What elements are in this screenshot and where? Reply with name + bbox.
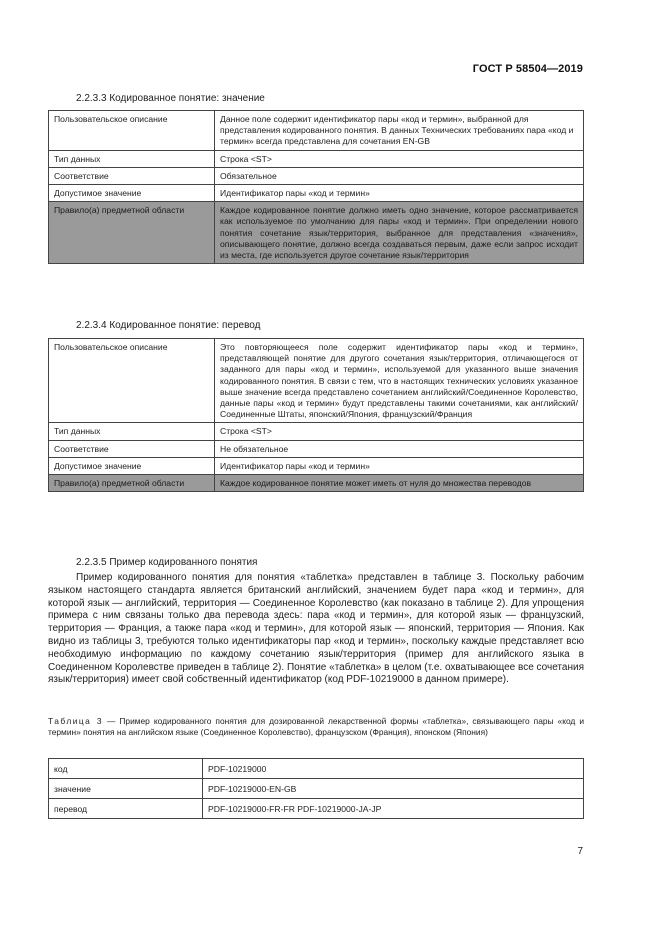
value-attributes-table	[48, 110, 584, 264]
row-key: Тип данных	[49, 423, 215, 440]
table-row	[49, 150, 584, 167]
row-key: Тип данных	[49, 150, 215, 167]
table-row-shaded	[49, 202, 584, 264]
section-heading-example: 2.2.3.5 Пример кодированного понятия	[76, 557, 258, 568]
row-value: PDF-10219000	[203, 759, 584, 779]
table-row	[49, 779, 584, 799]
row-key: Правило(а) предметной области	[49, 202, 215, 264]
example-paragraph-block	[48, 572, 584, 687]
row-value: Идентификатор пары «код и термин»	[215, 457, 584, 474]
row-value: Идентификатор пары «код и термин»	[215, 185, 584, 202]
row-value: PDF-10219000-EN-GB	[203, 779, 584, 799]
table-row	[49, 111, 584, 151]
table-row	[49, 185, 584, 202]
table-caption-label: Таблица 3	[48, 716, 104, 726]
table-row	[49, 457, 584, 474]
row-key: код	[49, 759, 203, 779]
row-value: Данное поле содержит идентификатор пары «код и термин», выбранной для представления кодированного понятия. В данных Технических требованиях пара «код и термин» всегда представлена для сочетания EN-GB	[215, 111, 584, 151]
row-value: Строка <ST>	[215, 423, 584, 440]
row-value: PDF-10219000-FR-FR PDF-10219000-JA-JP	[203, 799, 584, 819]
page-number: 7	[577, 846, 583, 857]
body-paragraph: Пример кодированного понятия для понятия «таблетка» представлен в таблице 3. Поскольку рабочим языком настоящего стандарта является британский английский, значением будет пара «код и термин», для которой язык — английский, территория — Соединенное Королевство (как показано в таблице 2). Для упрощения примера с ним связаны только два перевода здесь: пара «код и термин», для которой язык — французский, территория — Франция, а также пара «код и термин», для которой язык — японский, территория — Япония. Как видно из таблицы 3, требуются только идентификаторы пар «код и термин», поскольку каждые представляет всю необходимую информацию по каждому сочетанию язык/территория (пример для английского языка в Соединенном Королевстве приведен в таблице 2). Понятие «таблетка» в целом (т.е. охватывающее все сочетания язык/территория) имеет свой собственный идентификатор (код PDF-10219000 в данном примере).	[48, 572, 584, 686]
row-key: Правило(а) предметной области	[49, 475, 215, 492]
section-heading-translation: 2.2.3.4 Кодированное понятие: перевод	[76, 320, 261, 331]
row-key: Допустимое значение	[49, 457, 215, 474]
row-value: Каждое кодированное понятие может иметь от нуля до множества переводов	[215, 475, 584, 492]
table-row-shaded	[49, 475, 584, 492]
row-value: Каждое кодированное понятие должно иметь одно значение, которое рассматривается как используемое по умолчанию для пары «код и термин». При определении нового понятия сочетание язык/территория, выбранное для представления «значения», описывающего понятие, должно всегда создаваться первым, даже если запрос исходит из места, где используется другое сочетание язык/территория	[215, 202, 584, 264]
row-key: Соответствие	[49, 440, 215, 457]
row-key: Пользовательское описание	[49, 111, 215, 151]
row-key: Допустимое значение	[49, 185, 215, 202]
row-key: перевод	[49, 799, 203, 819]
translation-attributes-table	[48, 338, 584, 492]
example-table	[48, 758, 584, 819]
table-row	[49, 339, 584, 423]
table-row	[49, 759, 584, 779]
section-heading-value: 2.2.3.3 Кодированное понятие: значение	[76, 93, 265, 104]
table-row	[49, 423, 584, 440]
row-key: Соответствие	[49, 167, 215, 184]
row-value: Не обязательное	[215, 440, 584, 457]
table-caption	[48, 716, 584, 738]
table-row	[49, 167, 584, 184]
table-row	[49, 440, 584, 457]
document-id-header: ГОСТ Р 58504—2019	[472, 63, 583, 75]
row-key: Пользовательское описание	[49, 339, 215, 423]
table-caption-text: — Пример кодированного понятия для дозированной лекарственной формы «таблетка», связывающего пары «код и термин» понятия на английском языке (Соединенное Королевство), французском (Франция), японском (Япония)	[48, 716, 584, 737]
table-row	[49, 799, 584, 819]
row-value: Это повторяющееся поле содержит идентификатор пары «код и термин», представляющей понятие для другого сочетания язык/территория, отличающегося от заданного для пары «код и термин», используемой для указанного выше значения кодированного понятия. В связи с тем, что в настоящих технических условиях указанное выше значение всегда представлено сочетанием английский/Соединенное Королевство, данные пары «код и термин» будут представлены такими сочетаниями, как английский/Соединенные Штаты, японский/Япония, французский/Франция	[215, 339, 584, 423]
row-key: значение	[49, 779, 203, 799]
row-value: Обязательное	[215, 167, 584, 184]
row-value: Строка <ST>	[215, 150, 584, 167]
